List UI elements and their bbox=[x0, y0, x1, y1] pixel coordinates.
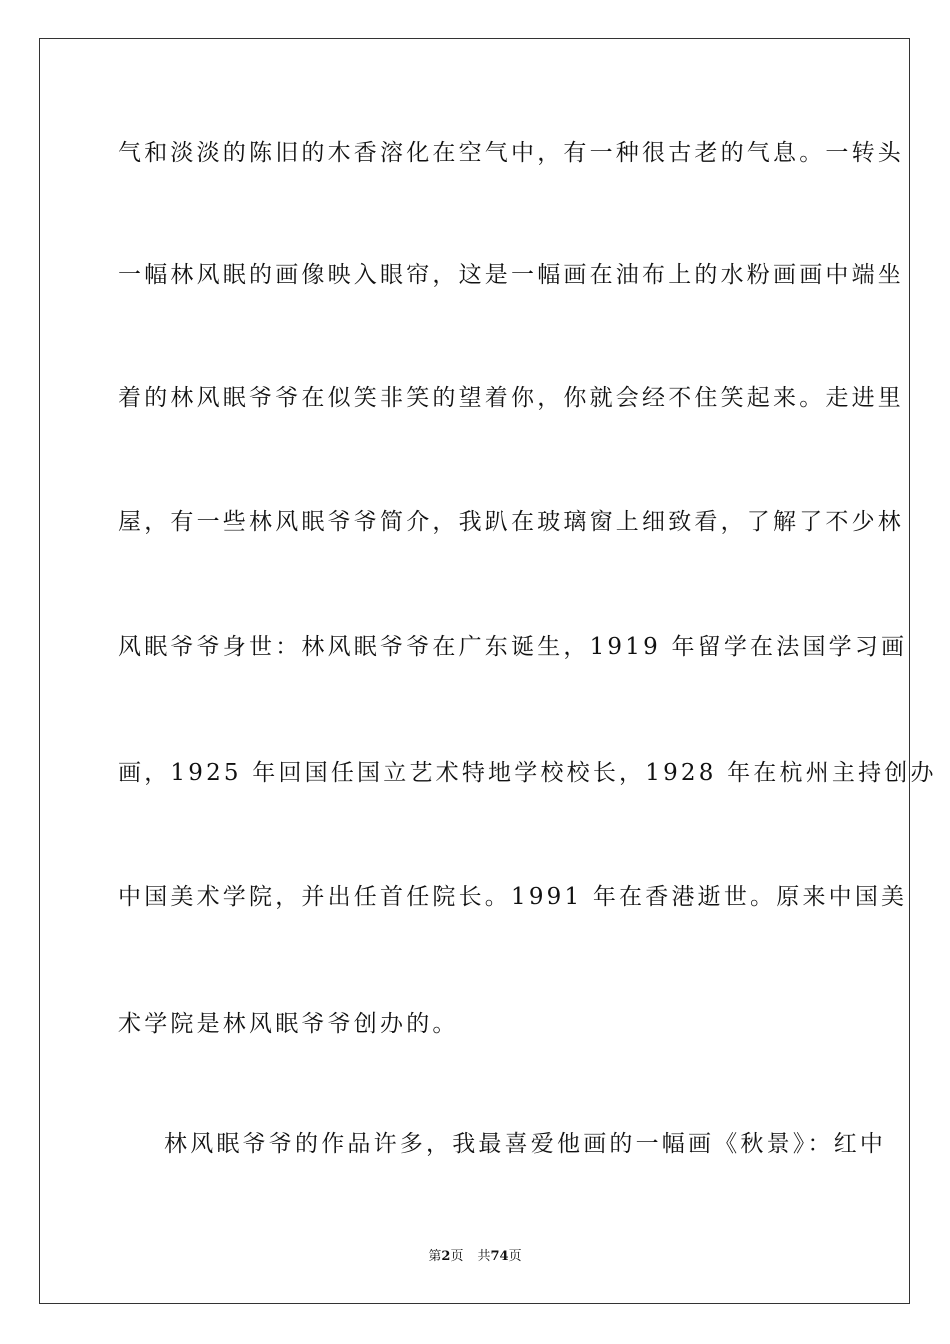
page-border bbox=[39, 38, 937, 1304]
text-line-3: 着的林风眠爷爷在似笑非笑的望着你，你就会经不住笑起来。走进里 bbox=[118, 385, 904, 411]
text-line-7: 中国美术学院，并出任首任院长。1991 年在香港逝世。原来中国美 bbox=[118, 884, 908, 910]
page-suffix: 页 bbox=[450, 1249, 464, 1264]
text-line-4: 屋，有一些林风眠爷爷简介，我趴在玻璃窗上细致看，了解了不少林 bbox=[118, 509, 904, 535]
paragraph-start-line: 林风眠爷爷的作品许多，我最喜爱他画的一幅画《秋景》：红中 bbox=[164, 1131, 887, 1157]
total-pages: 74 bbox=[490, 1249, 509, 1264]
text-line-8: 术学院是林风眠爷爷创办的。 bbox=[118, 1011, 459, 1037]
page-number: 2 bbox=[441, 1249, 451, 1264]
text-line-2: 一幅林风眠的画像映入眼帘，这是一幅画在油布上的水粉画画中端坐 bbox=[118, 262, 904, 288]
page-footer bbox=[0, 1248, 950, 1266]
text-line-1: 气和淡淡的陈旧的木香溶化在空气中，有一种很古老的气息。一转头 bbox=[118, 140, 904, 166]
page-prefix: 第 bbox=[428, 1249, 442, 1264]
total-suffix: 页 bbox=[508, 1249, 522, 1264]
text-line-5: 风眠爷爷身世：林风眠爷爷在广东诞生，1919 年留学在法国学习画 bbox=[118, 634, 908, 660]
total-prefix: 共 bbox=[477, 1249, 491, 1264]
text-line-6: 画，1925 年回国任国立艺术特地学校校长，1928 年在杭州主持创办 bbox=[118, 760, 937, 786]
